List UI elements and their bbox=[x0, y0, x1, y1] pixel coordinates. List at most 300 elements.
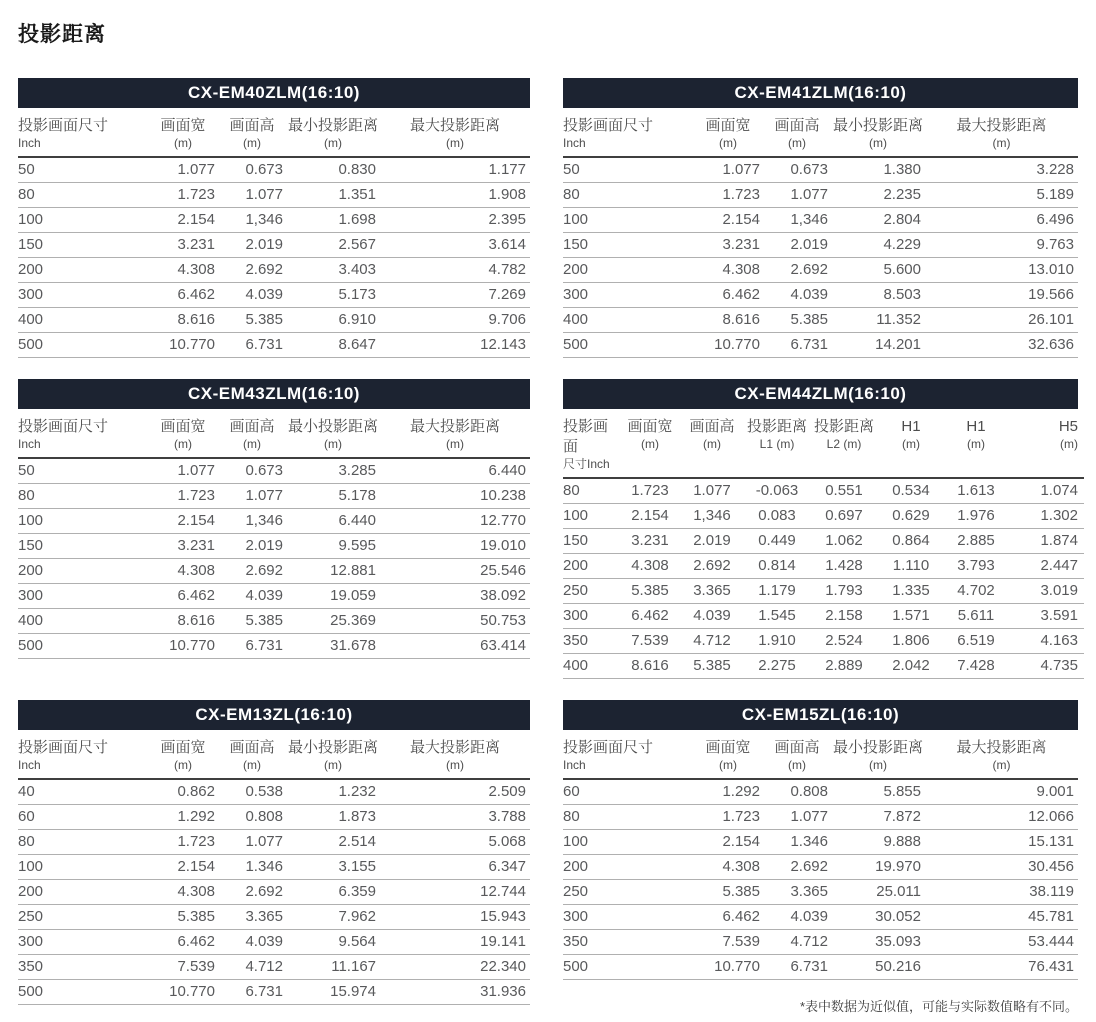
table-cell: 1.346 bbox=[763, 830, 831, 855]
table-cell: 2.804 bbox=[831, 208, 925, 233]
table-cell: 0.673 bbox=[763, 157, 831, 183]
table-cell: 3.365 bbox=[218, 905, 286, 930]
table-cell: 10.770 bbox=[148, 634, 218, 659]
table-cell: 6.462 bbox=[620, 604, 680, 629]
table-row bbox=[18, 157, 530, 183]
table-cell: 150 bbox=[18, 233, 148, 258]
spec-table-cx-em40zlm bbox=[18, 108, 530, 358]
table-cell: 2.042 bbox=[878, 654, 944, 679]
table-cell: 10.770 bbox=[693, 955, 763, 980]
table-cell: 6.519 bbox=[944, 629, 1008, 654]
table-cell: 0.629 bbox=[878, 504, 944, 529]
table-cell: 10.770 bbox=[693, 333, 763, 358]
table-cell: 3.788 bbox=[380, 805, 530, 830]
table-row bbox=[563, 333, 1078, 358]
table-row bbox=[563, 905, 1078, 930]
table-cell: 5.385 bbox=[218, 308, 286, 333]
table-cell: 300 bbox=[563, 905, 693, 930]
table-cell: 1.077 bbox=[218, 830, 286, 855]
table-cell: 5.173 bbox=[286, 283, 380, 308]
table-row bbox=[563, 308, 1078, 333]
table-cell: 9.595 bbox=[286, 534, 380, 559]
table-row bbox=[18, 333, 530, 358]
table-cell: 350 bbox=[18, 955, 148, 980]
table-row bbox=[18, 484, 530, 509]
spec-table-cx-em13zl bbox=[18, 730, 530, 1005]
column-header: 画面宽 (m) bbox=[148, 108, 218, 157]
table-cell: 4.712 bbox=[680, 629, 744, 654]
table-cell: 11.352 bbox=[831, 308, 925, 333]
table-row bbox=[18, 905, 530, 930]
table-cell: 9.888 bbox=[831, 830, 925, 855]
table-cell: 25.369 bbox=[286, 609, 380, 634]
column-header: 画面高 (m) bbox=[218, 730, 286, 779]
table-row bbox=[18, 980, 530, 1005]
column-header: 画面高 (m) bbox=[763, 108, 831, 157]
table-cell: 3.231 bbox=[620, 529, 680, 554]
table-cell: 2.395 bbox=[380, 208, 530, 233]
table-cell: 2.154 bbox=[148, 509, 218, 534]
table-cell: 0.864 bbox=[878, 529, 944, 554]
table-cell: 2.275 bbox=[744, 654, 810, 679]
column-header: 最小投影距离 (m) bbox=[831, 730, 925, 779]
table-cell: 11.167 bbox=[286, 955, 380, 980]
table-row bbox=[563, 233, 1078, 258]
column-header: 最小投影距离 (m) bbox=[286, 108, 380, 157]
table-section-cx-em15zl bbox=[563, 700, 1078, 980]
column-header: 投影画面尺寸 Inch bbox=[18, 409, 148, 458]
table-row bbox=[563, 805, 1078, 830]
table-cell: 1.723 bbox=[148, 183, 218, 208]
table-section-cx-em43zlm bbox=[18, 379, 530, 659]
column-header: 画面宽 (m) bbox=[693, 108, 763, 157]
table-cell: 1.873 bbox=[286, 805, 380, 830]
table-cell: 2.692 bbox=[763, 258, 831, 283]
table-cell: 200 bbox=[18, 258, 148, 283]
table-row bbox=[563, 654, 1084, 679]
table-cell: 4.308 bbox=[620, 554, 680, 579]
table-cell: 4.308 bbox=[148, 258, 218, 283]
table-row bbox=[563, 830, 1078, 855]
header-row bbox=[18, 730, 530, 779]
table-cell: 0.697 bbox=[810, 504, 878, 529]
page-title: 投影距离 bbox=[18, 23, 106, 46]
table-cell: 31.678 bbox=[286, 634, 380, 659]
table-cell: 7.962 bbox=[286, 905, 380, 930]
table-cell: 6.462 bbox=[693, 905, 763, 930]
column-header: 画面宽 (m) bbox=[148, 730, 218, 779]
column-header: 最大投影距离 (m) bbox=[380, 730, 530, 779]
table-cell: 6.359 bbox=[286, 880, 380, 905]
table-row bbox=[563, 604, 1084, 629]
table-cell: 0.534 bbox=[878, 478, 944, 504]
table-cell: 76.431 bbox=[925, 955, 1078, 980]
table-cell: 1.177 bbox=[380, 157, 530, 183]
table-row bbox=[18, 930, 530, 955]
table-cell: 10.238 bbox=[380, 484, 530, 509]
column-header: 最小投影距离 (m) bbox=[831, 108, 925, 157]
table-cell: 150 bbox=[563, 529, 620, 554]
table-row bbox=[563, 183, 1078, 208]
table-cell: 1.077 bbox=[218, 484, 286, 509]
table-row bbox=[563, 855, 1078, 880]
table-cell: 3.614 bbox=[380, 233, 530, 258]
table-cell: 1.077 bbox=[680, 478, 744, 504]
table-cell: 80 bbox=[563, 478, 620, 504]
table-cell: 5.385 bbox=[680, 654, 744, 679]
table-cell: 6.462 bbox=[693, 283, 763, 308]
table-section-cx-em41zlm bbox=[563, 78, 1078, 358]
table-cell: 2.692 bbox=[218, 559, 286, 584]
column-header: H5 (m) bbox=[1008, 409, 1084, 478]
table-cell: 200 bbox=[18, 559, 148, 584]
table-cell: 1.380 bbox=[831, 157, 925, 183]
table-cell: 60 bbox=[18, 805, 148, 830]
table-cell: 5.189 bbox=[925, 183, 1078, 208]
table-row bbox=[18, 509, 530, 534]
table-cell: 1.077 bbox=[148, 458, 218, 484]
table-cell: 2.692 bbox=[218, 880, 286, 905]
table-row bbox=[563, 283, 1078, 308]
table-cell: 2.692 bbox=[218, 258, 286, 283]
table-cell: 3.231 bbox=[693, 233, 763, 258]
table-row bbox=[563, 258, 1078, 283]
table-cell: 500 bbox=[563, 955, 693, 980]
table-cell: 14.201 bbox=[831, 333, 925, 358]
table-cell: 6.462 bbox=[148, 283, 218, 308]
table-cell: 400 bbox=[563, 308, 693, 333]
table-cell: 100 bbox=[563, 504, 620, 529]
table-cell: 30.052 bbox=[831, 905, 925, 930]
table-cell: 35.093 bbox=[831, 930, 925, 955]
table-cell: 1.613 bbox=[944, 478, 1008, 504]
table-title-cx-em41zlm: CX-EM41ZLM(16:10) bbox=[563, 78, 1078, 108]
table-cell: 4.163 bbox=[1008, 629, 1084, 654]
table-cell: 2.524 bbox=[810, 629, 878, 654]
table-cell: 3.019 bbox=[1008, 579, 1084, 604]
table-cell: 19.566 bbox=[925, 283, 1078, 308]
table-cell: 4.702 bbox=[944, 579, 1008, 604]
table-cell: 1.077 bbox=[148, 157, 218, 183]
table-cell: 1.292 bbox=[148, 805, 218, 830]
table-row bbox=[18, 208, 530, 233]
table-cell: 15.974 bbox=[286, 980, 380, 1005]
table-cell: 45.781 bbox=[925, 905, 1078, 930]
table-cell: 7.539 bbox=[693, 930, 763, 955]
table-row bbox=[563, 478, 1084, 504]
table-cell: 4.308 bbox=[693, 855, 763, 880]
table-cell: 5.178 bbox=[286, 484, 380, 509]
table-cell: 7.539 bbox=[620, 629, 680, 654]
table-title-cx-em13zl: CX-EM13ZL(16:10) bbox=[18, 700, 530, 730]
table-cell: 1.571 bbox=[878, 604, 944, 629]
column-header: 最大投影距离 (m) bbox=[925, 730, 1078, 779]
table-cell: 2.019 bbox=[680, 529, 744, 554]
table-cell: 4.308 bbox=[148, 559, 218, 584]
footnote: *表中数据为近似值，可能与实际数值略有不同。 bbox=[799, 999, 1078, 1014]
header-row bbox=[563, 409, 1084, 478]
spec-table-cx-em44zlm bbox=[563, 409, 1084, 679]
table-cell: 5.611 bbox=[944, 604, 1008, 629]
column-header: 画面高 (m) bbox=[218, 409, 286, 458]
table-cell: 2.154 bbox=[693, 208, 763, 233]
table-cell: 3.365 bbox=[763, 880, 831, 905]
table-cell: 7.872 bbox=[831, 805, 925, 830]
table-cell: 22.340 bbox=[380, 955, 530, 980]
table-cell: 5.385 bbox=[693, 880, 763, 905]
table-cell: 5.385 bbox=[763, 308, 831, 333]
column-header: 最大投影距离 (m) bbox=[380, 409, 530, 458]
table-cell: 8.616 bbox=[693, 308, 763, 333]
table-cell: 500 bbox=[563, 333, 693, 358]
table-cell: 1,346 bbox=[763, 208, 831, 233]
table-cell: 4.039 bbox=[763, 283, 831, 308]
table-cell: 2.019 bbox=[218, 534, 286, 559]
table-row bbox=[563, 930, 1078, 955]
table-cell: 8.616 bbox=[148, 609, 218, 634]
table-cell: 80 bbox=[563, 805, 693, 830]
table-cell: 38.092 bbox=[380, 584, 530, 609]
table-cell: 500 bbox=[18, 333, 148, 358]
table-cell: 2.889 bbox=[810, 654, 878, 679]
table-cell: 200 bbox=[563, 855, 693, 880]
table-cell: 0.673 bbox=[218, 458, 286, 484]
table-cell: 2.154 bbox=[620, 504, 680, 529]
table-row bbox=[563, 504, 1084, 529]
table-cell: 50 bbox=[563, 157, 693, 183]
table-cell: 4.039 bbox=[218, 930, 286, 955]
table-cell: 80 bbox=[18, 830, 148, 855]
table-cell: 250 bbox=[563, 880, 693, 905]
table-cell: 50.753 bbox=[380, 609, 530, 634]
table-row bbox=[563, 779, 1078, 805]
table-cell: 2.235 bbox=[831, 183, 925, 208]
table-cell: 50 bbox=[18, 458, 148, 484]
table-cell: 400 bbox=[563, 654, 620, 679]
column-header: 投影画面尺寸 Inch bbox=[18, 108, 148, 157]
table-cell: 1.723 bbox=[693, 183, 763, 208]
table-cell: 1.723 bbox=[693, 805, 763, 830]
table-cell: 8.616 bbox=[620, 654, 680, 679]
table-cell: 350 bbox=[563, 629, 620, 654]
table-row bbox=[18, 830, 530, 855]
table-cell: 2.019 bbox=[218, 233, 286, 258]
column-header: 画面高 (m) bbox=[763, 730, 831, 779]
table-cell: 2.692 bbox=[763, 855, 831, 880]
table-cell: 1.077 bbox=[218, 183, 286, 208]
table-cell: 250 bbox=[18, 905, 148, 930]
table-cell: 19.010 bbox=[380, 534, 530, 559]
table-cell: 0.862 bbox=[148, 779, 218, 805]
table-cell: 1.335 bbox=[878, 579, 944, 604]
table-cell: 19.059 bbox=[286, 584, 380, 609]
column-header: 最大投影距离 (m) bbox=[925, 108, 1078, 157]
table-cell: 8.503 bbox=[831, 283, 925, 308]
table-cell: 15.131 bbox=[925, 830, 1078, 855]
table-cell: 300 bbox=[18, 283, 148, 308]
table-section-cx-em13zl bbox=[18, 700, 530, 1005]
table-cell: 30.456 bbox=[925, 855, 1078, 880]
table-cell: 7.539 bbox=[148, 955, 218, 980]
table-cell: 6.731 bbox=[218, 634, 286, 659]
table-row bbox=[18, 283, 530, 308]
table-row bbox=[563, 529, 1084, 554]
table-cell: 1.806 bbox=[878, 629, 944, 654]
column-header: H1 (m) bbox=[878, 409, 944, 478]
column-header: 投影画面尺寸 Inch bbox=[563, 108, 693, 157]
table-row bbox=[563, 554, 1084, 579]
table-cell: 0.808 bbox=[218, 805, 286, 830]
table-cell: 2.158 bbox=[810, 604, 878, 629]
table-cell: 150 bbox=[18, 534, 148, 559]
table-title-cx-em43zlm: CX-EM43ZLM(16:10) bbox=[18, 379, 530, 409]
table-cell: 15.943 bbox=[380, 905, 530, 930]
table-row bbox=[18, 534, 530, 559]
table-cell: 1.077 bbox=[763, 183, 831, 208]
table-cell: 350 bbox=[563, 930, 693, 955]
table-cell: 1.346 bbox=[218, 855, 286, 880]
table-row bbox=[18, 634, 530, 659]
table-cell: 4.308 bbox=[148, 880, 218, 905]
table-cell: 1.793 bbox=[810, 579, 878, 604]
table-title-cx-em40zlm: CX-EM40ZLM(16:10) bbox=[18, 78, 530, 108]
table-cell: 26.101 bbox=[925, 308, 1078, 333]
table-cell: 1.292 bbox=[693, 779, 763, 805]
table-cell: 6.347 bbox=[380, 855, 530, 880]
table-cell: 1.428 bbox=[810, 554, 878, 579]
table-cell: 200 bbox=[18, 880, 148, 905]
table-cell: 6.496 bbox=[925, 208, 1078, 233]
table-row bbox=[563, 955, 1078, 980]
column-header: 投影画面尺寸 Inch bbox=[18, 730, 148, 779]
table-cell: 4.039 bbox=[218, 584, 286, 609]
table-row bbox=[563, 157, 1078, 183]
spec-table-cx-em15zl bbox=[563, 730, 1078, 980]
table-row bbox=[18, 258, 530, 283]
table-cell: 5.068 bbox=[380, 830, 530, 855]
table-cell: 32.636 bbox=[925, 333, 1078, 358]
table-cell: 6.731 bbox=[218, 980, 286, 1005]
table-cell: 7.428 bbox=[944, 654, 1008, 679]
table-cell: 80 bbox=[563, 183, 693, 208]
table-cell: 12.744 bbox=[380, 880, 530, 905]
table-cell: 2.509 bbox=[380, 779, 530, 805]
table-cell: 50.216 bbox=[831, 955, 925, 980]
table-cell: 1,346 bbox=[680, 504, 744, 529]
table-cell: 1.723 bbox=[148, 484, 218, 509]
table-cell: 1.698 bbox=[286, 208, 380, 233]
table-row bbox=[18, 458, 530, 484]
table-cell: 6.731 bbox=[218, 333, 286, 358]
table-cell: 19.970 bbox=[831, 855, 925, 880]
table-cell: 400 bbox=[18, 308, 148, 333]
table-cell: 6.731 bbox=[763, 955, 831, 980]
table-cell: 4.039 bbox=[763, 905, 831, 930]
tables-grid bbox=[18, 78, 1078, 1015]
table-cell: 5.385 bbox=[148, 905, 218, 930]
table-row bbox=[18, 855, 530, 880]
table-cell: 25.546 bbox=[380, 559, 530, 584]
table-cell: 5.600 bbox=[831, 258, 925, 283]
table-cell: 500 bbox=[18, 980, 148, 1005]
table-cell: 4.782 bbox=[380, 258, 530, 283]
table-cell: 1.910 bbox=[744, 629, 810, 654]
table-cell: 1.723 bbox=[148, 830, 218, 855]
table-cell: 9.763 bbox=[925, 233, 1078, 258]
column-header: 画面宽 (m) bbox=[693, 730, 763, 779]
column-header: H1 (m) bbox=[944, 409, 1008, 478]
table-cell: 5.385 bbox=[620, 579, 680, 604]
table-cell: 1.062 bbox=[810, 529, 878, 554]
table-row bbox=[18, 308, 530, 333]
table-row bbox=[563, 208, 1078, 233]
table-cell: 10.770 bbox=[148, 333, 218, 358]
column-header: 投影画面 尺寸Inch bbox=[563, 409, 620, 478]
table-cell: 25.011 bbox=[831, 880, 925, 905]
column-header: 画面宽 (m) bbox=[148, 409, 218, 458]
column-header: 画面高 (m) bbox=[680, 409, 744, 478]
table-cell: 0.814 bbox=[744, 554, 810, 579]
table-cell: -0.063 bbox=[744, 478, 810, 504]
table-cell: 4.308 bbox=[693, 258, 763, 283]
table-cell: 8.616 bbox=[148, 308, 218, 333]
table-cell: 9.001 bbox=[925, 779, 1078, 805]
table-cell: 300 bbox=[18, 584, 148, 609]
column-header: 最小投影距离 (m) bbox=[286, 730, 380, 779]
table-cell: 6.462 bbox=[148, 584, 218, 609]
table-cell: 0.449 bbox=[744, 529, 810, 554]
table-cell: 7.269 bbox=[380, 283, 530, 308]
table-cell: 4.229 bbox=[831, 233, 925, 258]
table-cell: 10.770 bbox=[148, 980, 218, 1005]
spec-table-cx-em41zlm bbox=[563, 108, 1078, 358]
table-row bbox=[18, 779, 530, 805]
spec-table-cx-em43zlm bbox=[18, 409, 530, 659]
table-cell: 31.936 bbox=[380, 980, 530, 1005]
table-cell: 400 bbox=[18, 609, 148, 634]
table-cell: 5.855 bbox=[831, 779, 925, 805]
table-cell: 0.830 bbox=[286, 157, 380, 183]
table-cell: 4.735 bbox=[1008, 654, 1084, 679]
table-cell: 6.440 bbox=[286, 509, 380, 534]
table-cell: 3.231 bbox=[148, 534, 218, 559]
table-cell: 0.673 bbox=[218, 157, 286, 183]
table-cell: 100 bbox=[18, 509, 148, 534]
table-cell: 2.447 bbox=[1008, 554, 1084, 579]
table-cell: 3.231 bbox=[148, 233, 218, 258]
table-cell: 6.440 bbox=[380, 458, 530, 484]
table-cell: 2.692 bbox=[680, 554, 744, 579]
table-cell: 13.010 bbox=[925, 258, 1078, 283]
table-cell: 1.723 bbox=[620, 478, 680, 504]
table-row bbox=[563, 629, 1084, 654]
table-cell: 6.462 bbox=[148, 930, 218, 955]
header-row bbox=[563, 730, 1078, 779]
table-cell: 4.039 bbox=[218, 283, 286, 308]
table-cell: 1.179 bbox=[744, 579, 810, 604]
table-cell: 2.019 bbox=[763, 233, 831, 258]
header-row bbox=[18, 409, 530, 458]
table-cell: 0.551 bbox=[810, 478, 878, 504]
table-cell: 4.039 bbox=[680, 604, 744, 629]
table-cell: 0.083 bbox=[744, 504, 810, 529]
table-cell: 1,346 bbox=[218, 509, 286, 534]
table-cell: 1.908 bbox=[380, 183, 530, 208]
column-header: 投影距离 L1 (m) bbox=[744, 409, 810, 478]
table-cell: 500 bbox=[18, 634, 148, 659]
table-section-cx-em44zlm bbox=[563, 379, 1078, 679]
table-cell: 1.545 bbox=[744, 604, 810, 629]
